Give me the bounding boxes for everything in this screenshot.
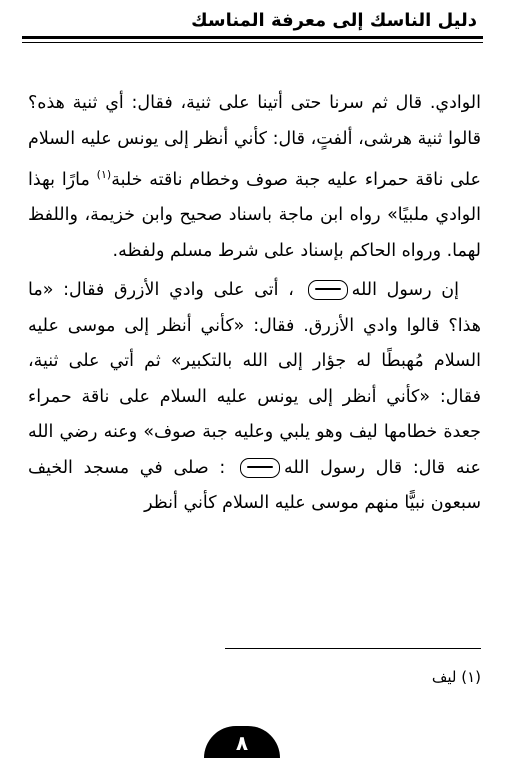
footnote-rule: [225, 648, 481, 649]
paragraph-2: [28, 273, 481, 522]
paragraph-2-text-a: إن رسول الله: [351, 280, 459, 301]
paragraph-1: [28, 86, 481, 269]
footnote-marker: (١): [96, 168, 112, 181]
paragraph-2-text-c: : صلى في مسجد الخيف سبعون نبيًّا منهم موسى عليه السلام كأني أنظر: [28, 457, 481, 514]
salutation-seal-icon: [308, 280, 348, 300]
salutation-seal-icon: [240, 458, 280, 478]
running-header: دليل الناسك إلى معرفة المناسك: [191, 10, 477, 31]
header-rule-thin: [22, 42, 483, 43]
footnote: (١) ليف: [431, 668, 481, 686]
paragraph-1-text-b: مارًا بهذا الوادي ملبيًا» رواه ابن ماجة باسناد صحيح وابن خزيمة، واللفظ لهما. ورواه الحاكم بإسناد على شرط مسلم ولفظه.: [28, 169, 481, 261]
paragraph-2-text-b: ، أتى على وادي الأزرق فقال: «ما هذا؟ قالوا وادي الأزرق. فقال: «كأني أنظر إلى موسى عليه السلام مُهبطًا له جؤار إلى الله بالتكبير» ثم أتي على ثنية، فقال: «كأني أنظر إلى يونس عليه السلام على ناقة حمراء جعدة خطامها ليف وهو يلبي وعليه جبة صوف» وعنه رضي الله عنه قال: قال رسول الله: [28, 280, 481, 478]
header-rule-thick: [22, 36, 483, 39]
paragraph-1-text-a: الوادي. قال ثم سرنا حتى أتينا على ثنية، فقال: أي ثنية هذه؟ قالوا ثنية هرشى، ألفتٍ، قال: كأني أنظر إلى يونس عليه السلام على ناقة حمراء عليه جبة صوف وخطام ناقته خلبة: [28, 93, 481, 190]
page-number: ٨: [204, 726, 280, 758]
main-text: [28, 86, 481, 522]
